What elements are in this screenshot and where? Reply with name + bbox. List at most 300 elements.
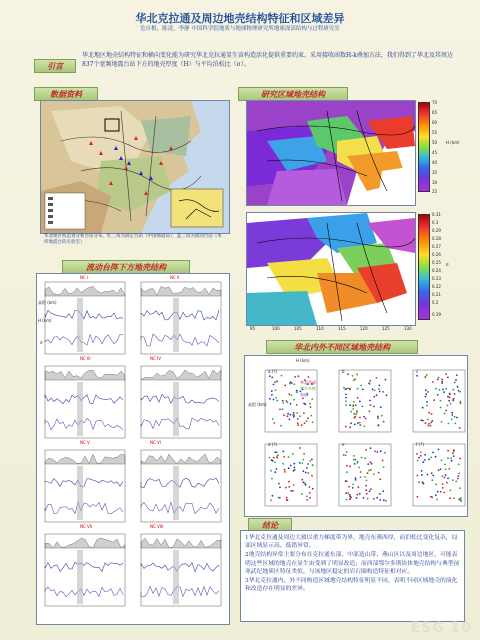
scatter-point (308, 376, 310, 378)
scatter-point (304, 422, 306, 424)
scatter-point (303, 453, 305, 455)
scatter-point (370, 488, 372, 490)
scatter-point (441, 379, 443, 381)
scatter-point (278, 483, 280, 485)
compare-panel-b: b (342, 369, 345, 374)
scatter-point (289, 419, 291, 421)
scatter-point (424, 454, 426, 456)
scatter-point (435, 494, 437, 496)
scatter-point (426, 405, 428, 407)
scatter-point (301, 462, 303, 464)
colorbar-H-tick-1: 65 (432, 110, 438, 115)
scatter-point (310, 406, 312, 408)
scatter-point (447, 457, 449, 459)
scatter-point (450, 457, 452, 459)
scatter-point (289, 414, 291, 416)
scatter-point (431, 420, 433, 422)
scatter-point (441, 421, 443, 423)
profiles-panel (36, 273, 230, 625)
scatter-point (430, 457, 432, 459)
scatter-point (347, 388, 349, 390)
scatter-point (343, 454, 345, 456)
scatter-point (422, 461, 424, 463)
profile-nc1-label: NC I (80, 275, 89, 280)
colorbar-s-tick-2: 0.29 (432, 228, 441, 233)
scatter-point (286, 400, 288, 402)
scatter-point (356, 411, 358, 413)
scatter-point (358, 486, 360, 488)
map-crustal-thickness (246, 100, 416, 206)
scatter-point (440, 468, 442, 470)
scatter-point (275, 397, 277, 399)
profile-ylabel-elev: 高程 (km) (38, 300, 57, 305)
colorbar-s-tick-11: 0.2 (432, 300, 439, 305)
scatter-point (372, 388, 374, 390)
colorbar-H-tick-7: 35 (432, 170, 438, 175)
scatter-point (350, 422, 352, 424)
profile-nc8-label: NC VIII (150, 524, 164, 529)
scatter-point (312, 421, 314, 423)
scatter-point (311, 398, 313, 400)
scatter-point (287, 413, 289, 415)
scatter-point (345, 404, 347, 406)
scatter-point (303, 459, 305, 461)
scatter-point (271, 394, 273, 396)
scatter-point (458, 463, 460, 465)
colorbar-s-tick-3: 0.28 (432, 236, 441, 241)
scatter-point (365, 489, 367, 491)
profile-nc3-label: NC III (80, 356, 91, 361)
scatter-point (418, 481, 420, 483)
scatter-point (435, 456, 437, 458)
scatter-point (449, 489, 451, 491)
scatter-point (349, 465, 351, 467)
scatter-point (287, 415, 289, 417)
scatter-point (430, 422, 432, 424)
data-caption: 华北地区构造划分和台站分布，红三角为固定台站（中国地震局），蓝三角为流动台站（本所地震台阵实验室） (44, 234, 222, 245)
scatter-point (449, 497, 451, 499)
scatter-point (454, 382, 456, 384)
scatter-point (277, 454, 279, 456)
colorbar-s-tick-0: 0.31 (432, 212, 441, 217)
profile-nc7-label: NC VII (80, 524, 93, 529)
scatter-point (293, 399, 295, 401)
xtick-1: 100 (272, 326, 280, 331)
scatter-point (432, 452, 434, 454)
compare-panel-e: e (342, 442, 345, 447)
colorbar-s-tick-7: 0.24 (432, 268, 441, 273)
scatter-point (444, 477, 446, 479)
scatter-point (421, 470, 423, 472)
scatter-point (451, 412, 453, 414)
colorbar-H-tick-3: 55 (432, 130, 438, 135)
scatter-point (350, 411, 352, 413)
scatter-point (345, 400, 347, 402)
scatter-point (269, 375, 271, 377)
scatter-point (449, 394, 451, 396)
profile-ylabel-sigma: σ (40, 340, 43, 345)
conclusion-box (240, 530, 465, 622)
scatter-point (428, 412, 430, 414)
profile-nc6-label: NC VI (150, 440, 161, 445)
scatter-point (359, 400, 361, 402)
scatter-point (416, 375, 418, 377)
scatter-point (354, 463, 356, 465)
scatter-point (383, 421, 385, 423)
conclusion-item-2: 2地壳结构异常主要分布在克拉通东部、中部造山带、燕山区以及周边地区，可能表明这些区域的地壳在显生宙受到了明显改造；而西部鄂尔多斯块体地壳结构与典型前寒武纪地质区特征类似，与该地区稳定的岩石圈构造特征相对应。 (245, 552, 460, 575)
compare-panel-d: d (?) (268, 442, 278, 447)
scatter-point (427, 391, 429, 393)
scatter-point (459, 458, 461, 460)
colorbar-sigma (418, 214, 430, 320)
scatter-point (370, 447, 372, 449)
intro-text: 华北地区地壳结构特征和横向变化能为研究华北克拉通显生宙构造活化提供重要约束。采用接收函数H-k叠加方法，我们得到了华北及其周边837个宽频地震台站下方的地壳厚度（H）与平均泊松比（σ）。 (82, 52, 453, 68)
compare-panel-a: a (?) (268, 369, 277, 374)
scatter-point (288, 481, 290, 483)
scatter-point (288, 486, 290, 488)
scatter-point (431, 413, 433, 415)
compare-panel-c: c (416, 369, 419, 374)
scatter-point (279, 486, 281, 488)
scatter-point (355, 404, 357, 406)
conclusion-label: 结论 (248, 518, 292, 532)
scatter-point (286, 497, 288, 499)
scatter-point (416, 453, 418, 455)
scatter-point (271, 459, 273, 461)
scatter-point (361, 457, 363, 459)
scatter-point (417, 496, 419, 498)
profile-band (77, 298, 83, 352)
scatter-point (361, 405, 363, 407)
scatter-point (358, 467, 360, 469)
colorbar-s-tick-12: 0.19 (432, 312, 441, 317)
scatter-point (286, 499, 288, 501)
scatter-point (364, 425, 366, 427)
scatter-point (459, 427, 461, 429)
profile-band (173, 382, 179, 436)
scatter-point (303, 470, 305, 472)
scatter-point (296, 392, 298, 394)
scatter-point (376, 497, 378, 499)
scatter-point (355, 477, 357, 479)
scatter-point (345, 394, 347, 396)
colorbar-s-tick-8: 0.23 (432, 276, 441, 281)
scatter-point (311, 475, 313, 477)
scatter-point (373, 396, 375, 398)
scatter-point (457, 478, 459, 480)
scatter-point (282, 463, 284, 465)
data-map (40, 100, 230, 234)
scatter-point (282, 400, 284, 402)
scatter-point (363, 416, 365, 418)
scatter-point (453, 455, 455, 457)
scatter-point (274, 451, 276, 453)
scatter-point (433, 399, 435, 401)
scatter-point (437, 394, 439, 396)
scatter-point (309, 497, 311, 499)
scatter-point (362, 389, 364, 391)
scatter-point (359, 424, 361, 426)
scatter-point (455, 481, 457, 483)
profile-band (173, 550, 179, 604)
scatter-point (460, 402, 462, 404)
scatter-point (432, 475, 434, 477)
scatter-point (420, 455, 422, 457)
scatter-point (353, 455, 355, 457)
scatter-point (346, 499, 348, 501)
scatter-point (382, 460, 384, 462)
scatter-point (425, 422, 427, 424)
scatter-point (294, 469, 296, 471)
scatter-point (278, 497, 280, 499)
scatter-point (273, 399, 275, 401)
scatter-point (420, 419, 422, 421)
scatter-point (440, 400, 442, 402)
legend-a-1: 鄂尔多斯 (300, 386, 316, 391)
scatter-point (355, 479, 357, 481)
scatter-point (438, 469, 440, 471)
scatter-point (299, 462, 301, 464)
scatter-point (422, 420, 424, 422)
profile-band (77, 550, 83, 604)
xtick-7: 130 (404, 326, 412, 331)
colorbar-s-unit: σ (446, 262, 449, 267)
scatter-point (349, 388, 351, 390)
scatter-point (290, 403, 292, 405)
scatter-point (291, 382, 293, 384)
legend-a-0: 华北西部 (300, 380, 316, 385)
compare-panel-f: f (?) (416, 442, 424, 447)
xtick-4: 115 (338, 326, 346, 331)
scatter-point (366, 493, 368, 495)
scatter-point (352, 487, 354, 489)
scatter-point (455, 379, 457, 381)
scatter-point (369, 461, 371, 463)
scatter-point (377, 416, 379, 418)
scatter-point (446, 482, 448, 484)
scatter-point (309, 403, 311, 405)
scatter-point (294, 376, 296, 378)
scatter-point (448, 400, 450, 402)
scatter-point (357, 494, 359, 496)
intro-label: 引言 (34, 59, 76, 73)
scatter-point (456, 374, 458, 376)
legend-a-2: 东部 (300, 392, 308, 397)
scatter-point (299, 447, 301, 449)
scatter-point (360, 385, 362, 387)
scatter-point (360, 471, 362, 473)
scatter-point (273, 384, 275, 386)
scatter-point (369, 490, 371, 492)
scatter-point (451, 414, 453, 416)
scatter-point (460, 499, 462, 501)
scatter-point (359, 422, 361, 424)
scatter-point (354, 416, 356, 418)
scatter-point (448, 468, 450, 470)
scatter-point (369, 383, 371, 385)
scatter-point (308, 472, 310, 474)
scatter-point (297, 422, 299, 424)
scatter-point (424, 377, 426, 379)
scatter-point (290, 465, 292, 467)
scatter-point (273, 422, 275, 424)
scatter-point (441, 382, 443, 384)
scatter-point (429, 425, 431, 427)
scatter-point (352, 484, 354, 486)
scatter-point (441, 460, 443, 462)
scatter-point (379, 385, 381, 387)
xtick-2: 105 (294, 326, 302, 331)
scatter-point (296, 404, 298, 406)
scatter-point (293, 484, 295, 486)
scatter-point (347, 492, 349, 494)
scatter-point (290, 490, 292, 492)
scatter-point (437, 491, 439, 493)
scatter-point (291, 394, 293, 396)
scatter-point (444, 413, 446, 415)
scatter-point (431, 472, 433, 474)
colorbar-s-tick-4: 0.27 (432, 244, 441, 249)
scatter-point (386, 394, 388, 396)
scatter-point (275, 389, 277, 391)
colorbar-H-tick-4: 50 (432, 140, 438, 145)
scatter-point (445, 468, 447, 470)
scatter-point (454, 393, 456, 395)
scatter-point (276, 457, 278, 459)
scatter-point (304, 482, 306, 484)
scatter-point (274, 471, 276, 473)
scatter-point (312, 488, 314, 490)
scatter-point (298, 375, 300, 377)
colorbar-s-tick-1: 0.3 (432, 220, 439, 225)
scatter-point (383, 466, 385, 468)
scatter-point (292, 490, 294, 492)
scatter-point (436, 499, 438, 501)
scatter-point (359, 493, 361, 495)
scatter-point (269, 398, 271, 400)
scatter-point (417, 475, 419, 477)
scatter-point (442, 487, 444, 489)
profile-nc5-label: NC V (80, 440, 90, 445)
scatter-point (276, 452, 278, 454)
scatter-point (287, 402, 289, 404)
colorbar-H-tick-9: 25 (432, 189, 438, 194)
colorbar-s-tick-10: 0.21 (432, 292, 441, 297)
scatter-point (309, 460, 311, 462)
scatter-point (355, 413, 357, 415)
scatter-point (438, 377, 440, 379)
scatter-point (417, 460, 419, 462)
scatter-point (303, 412, 305, 414)
scatter-point (427, 419, 429, 421)
scatter-point (274, 381, 276, 383)
scatter-point (293, 414, 295, 416)
scatter-point (443, 391, 445, 393)
scatter-point (447, 450, 449, 452)
profiles-svg (37, 274, 229, 624)
conclusion-item-1: 1华北克拉通及周边大致以重力梯度带为界，地壳东薄西厚，而泊松比变化复杂，局部区域显示高、低错异常。 (245, 535, 458, 550)
scatter-point (367, 472, 369, 474)
scatter-point (346, 465, 348, 467)
scatter-point (458, 390, 460, 392)
scatter-point (371, 463, 373, 465)
scatter-point (305, 472, 307, 474)
colorbar-s-tick-5: 0.26 (432, 252, 441, 257)
scatter-point (363, 497, 365, 499)
scatter-point (451, 460, 453, 462)
scatter-point (447, 405, 449, 407)
colorbar-H-tick-0: 70 (432, 100, 438, 105)
scatter-point (431, 479, 433, 481)
scatter-point (432, 381, 434, 383)
scatter-point (383, 499, 385, 501)
scatter-point (309, 492, 311, 494)
scatter-point (452, 452, 454, 454)
scatter-point (288, 456, 290, 458)
scatter-point (426, 401, 428, 403)
scatter-point (353, 401, 355, 403)
scatter-point (427, 474, 429, 476)
data-label: 数据资料 (34, 87, 98, 101)
colorbar-H-tick-8: 30 (432, 180, 438, 185)
scatter-point (356, 374, 358, 376)
scatter-point (445, 373, 447, 375)
scatter-point (349, 404, 351, 406)
scatter-point (276, 380, 278, 382)
scatter-point (272, 418, 274, 420)
profile-band (173, 466, 179, 520)
scatter-point (301, 493, 303, 495)
scatter-point (453, 497, 455, 499)
scatter-point (345, 426, 347, 428)
scatter-point (276, 400, 278, 402)
poster-title: 华北克拉通及周边地壳结构特征和区域差异 (135, 12, 345, 25)
scatter-point (292, 453, 294, 455)
scatter-point (357, 422, 359, 424)
scatter-point (438, 449, 440, 451)
profile-band (173, 298, 179, 352)
scatter-point (297, 418, 299, 420)
scatter-point (367, 463, 369, 465)
scatter-point (443, 492, 445, 494)
scatter-point (345, 454, 347, 456)
scatter-point (288, 393, 290, 395)
scatter-point (435, 388, 437, 390)
scatter-point (441, 381, 443, 383)
scatter-point (312, 464, 314, 466)
scatter-point (426, 374, 428, 376)
scatter-point (345, 492, 347, 494)
scatter-point (309, 486, 311, 488)
data-map-svg (41, 101, 229, 233)
scatter-point (445, 410, 447, 412)
profile-band (77, 466, 83, 520)
scatter-point (449, 397, 451, 399)
scatter-point (425, 396, 427, 398)
scatter-point (349, 498, 351, 500)
profile-nc2-label: NC II (170, 275, 180, 280)
xtick-0: 95 (250, 326, 256, 331)
scatter-point (370, 404, 372, 406)
scatter-point (311, 459, 313, 461)
scatter-point (445, 474, 447, 476)
scatter-point (269, 457, 271, 459)
scatter-point (365, 449, 367, 451)
scatter-point (272, 495, 274, 497)
scatter-point (435, 484, 437, 486)
scatter-point (447, 477, 449, 479)
scatter-point (445, 388, 447, 390)
